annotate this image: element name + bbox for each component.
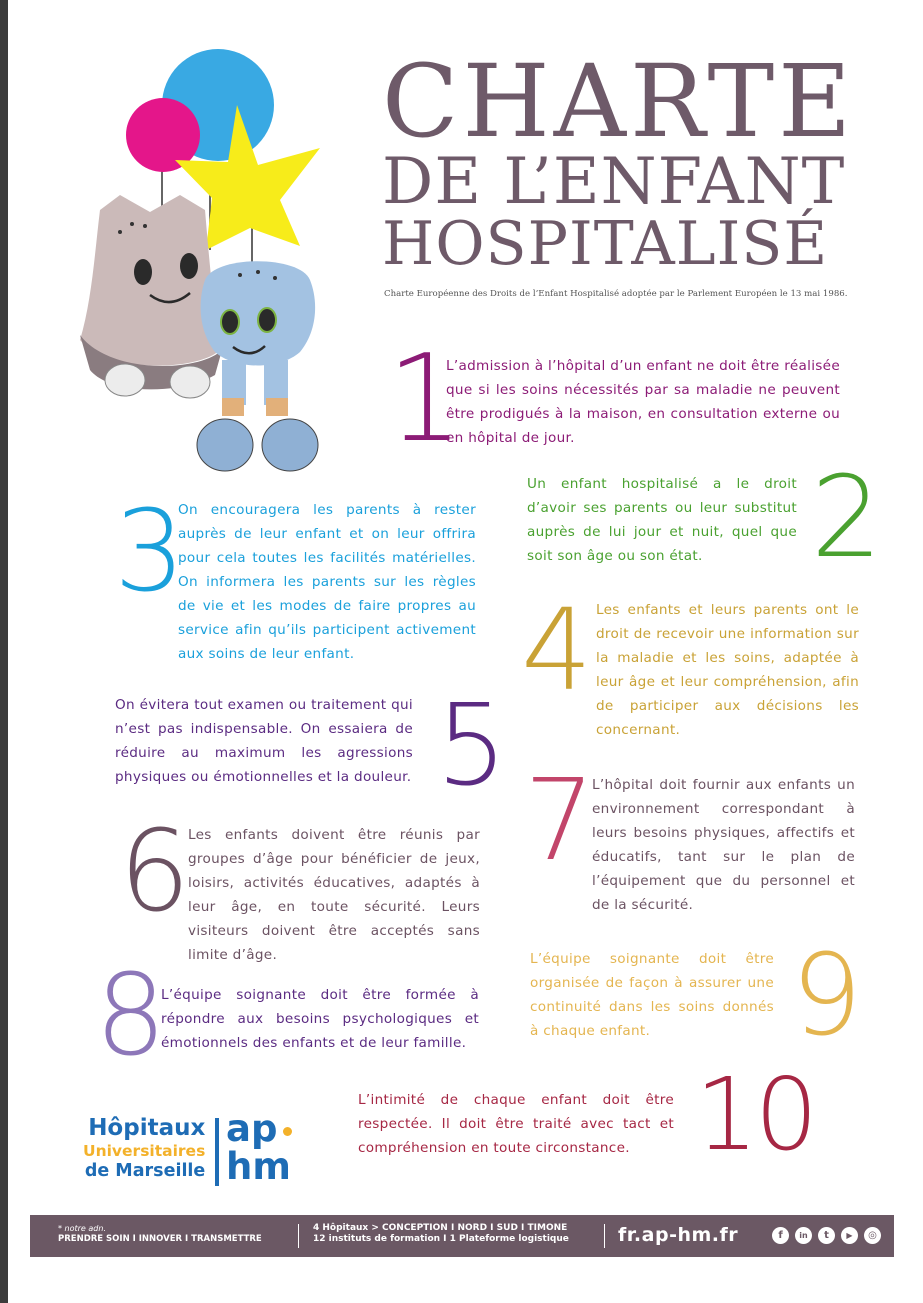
article-2-number: 2	[811, 453, 883, 583]
logo-line-1: Hôpitaux	[88, 1115, 206, 1141]
logo-divider	[215, 1118, 219, 1186]
footer-institutes: 12 instituts de formation I 1 Plateforme logistique	[313, 1234, 569, 1244]
instagram-icon[interactable]: ◎	[864, 1227, 881, 1244]
pink-mascot	[80, 195, 222, 398]
logo-dot	[283, 1127, 292, 1136]
linkedin-icon[interactable]: in	[795, 1227, 812, 1244]
footer-bar	[30, 1215, 894, 1257]
article-10-number: 10	[695, 1056, 815, 1173]
article-5-number: 5	[436, 681, 508, 811]
article-3-number: 3	[114, 487, 186, 617]
article-3-text: On encouragera les parents à rester auprès de leur enfant et on leur offrira pour cela toutes les facilités matérielles. On informera les parents sur les règles de vie et les modes de faire propres au service afin qu’ils participent activement aux soins de leur enfant.	[178, 502, 476, 662]
footer-divider-1	[298, 1224, 299, 1248]
footer-tagline	[58, 1223, 262, 1245]
page-edge	[0, 0, 8, 1303]
facebook-icon[interactable]: f	[772, 1227, 789, 1244]
article-1-number: 1	[387, 330, 464, 469]
article-4-text: Les enfants et leurs parents ont le droit de recevoir une information sur la maladie et les soins, adaptée à leur âge et leur compréhension, afin de participer aux décisions les concernant.	[596, 602, 859, 738]
subtitle: Charte Européenne des Droits de l’Enfant Hospitalisé adoptée par le Parlement Européen le 13 mai 1986.	[384, 289, 848, 299]
footer-tagline-text: PRENDRE SOIN I INNOVER I TRANSMETTRE	[58, 1234, 262, 1244]
hospital-logo-text	[83, 1117, 205, 1180]
youtube-icon[interactable]: ▶	[841, 1227, 858, 1244]
mascots-illustration	[70, 45, 335, 485]
article-4-number: 4	[521, 586, 593, 716]
article-6-text: Les enfants doivent être réunis par groupes d’âge pour bénéficier de jeux, loisirs, activités éducatives, adaptés à leur âge, en toute sécurité. Leurs visiteurs doivent être acceptés sans limite d’âge.	[188, 827, 480, 963]
twitter-icon[interactable]: t	[818, 1227, 835, 1244]
aphm-logo-mark	[226, 1107, 291, 1188]
article-7-number: 7	[524, 756, 596, 886]
logo-mark-line-1: ap	[226, 1107, 278, 1150]
website-link[interactable]: fr.ap-hm.fr	[618, 1224, 739, 1246]
article-7-text: L’hôpital doit fournir aux enfants un environnement correspondant à leurs besoins physiques, affectifs et éducatifs, tant sur le plan de l’équipement que du personnel et de la sécurité.	[592, 777, 855, 913]
title-line-2: DE L’ENFANT	[382, 145, 846, 219]
title-line-3: HOSPITALISÉ	[382, 209, 829, 279]
footer-tag-small: * notre adn.	[58, 1224, 106, 1233]
article-1-text: L’admission à l’hôpital d’un enfant ne doit être réalisée que si les soins nécessités par sa maladie ne peuvent être prodigués à la maison, en consultation externe ou en hôpital de jour.	[446, 358, 840, 446]
article-8-text: L’équipe soignante doit être formée à répondre aux besoins psychologiques et émotionnels des enfants et de leur famille.	[161, 987, 479, 1051]
logo-mark-line-2: hm	[226, 1145, 291, 1188]
article-5-text: On évitera tout examen ou traitement qui n’est pas indispensable. On essaiera de réduire au maximum les agressions physiques ou émotionnelles et la douleur.	[115, 697, 413, 785]
article-10-text: L’intimité de chaque enfant doit être respectée. Il doit être traité avec tact et compréhension en toute circonstance.	[358, 1092, 674, 1156]
footer-info	[313, 1223, 569, 1245]
article-8-number: 8	[95, 951, 167, 1081]
logo-line-2: Universitaires	[83, 1142, 206, 1160]
footer-hospitals: 4 Hôpitaux > CONCEPTION I NORD I SUD I TIMONE	[313, 1223, 568, 1233]
footer-divider-2	[604, 1224, 605, 1248]
title-line-1: CHARTE	[382, 43, 856, 160]
logo-line-3: de Marseille	[84, 1160, 206, 1181]
article-9-text: L’équipe soignante doit être organisée de façon à assurer une continuité dans les soins donnés à chaque enfant.	[530, 951, 774, 1039]
article-6-number: 6	[119, 807, 191, 937]
article-9-number: 9	[791, 931, 863, 1061]
article-2-text: Un enfant hospitalisé a le droit d’avoir ses parents ou leur substitut auprès de lui jour et nuit, quel que soit son âge ou son état.	[527, 476, 797, 564]
